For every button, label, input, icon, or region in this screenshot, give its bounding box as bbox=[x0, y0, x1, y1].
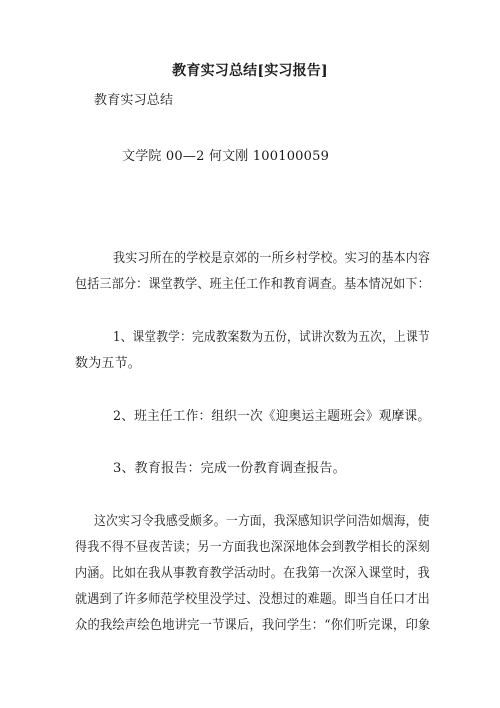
document-title: 教育实习总结[实习报告] bbox=[172, 63, 328, 79]
paragraph-line: 众的我绘声绘色地讲完一节课后，我问学生：“你们听完课，印象 bbox=[75, 618, 431, 633]
paragraph-line: 包括三部分：课堂教学、班主任工作和教育调查。基本情况如下： bbox=[75, 277, 430, 292]
paragraph-line: 我实习所在的学校是京郊的一所乡村学校。实习的基本内容 bbox=[113, 251, 431, 266]
paragraph-line: 3、教育报告：完成一份教育调查报告。 bbox=[113, 461, 346, 476]
paragraph-line: 数为五节。 bbox=[75, 356, 142, 371]
paragraph-line: 1、课堂教学：完成教案数为五份，试讲次数为五次，上课节 bbox=[113, 330, 430, 345]
paragraph-line: 内涵。比如在我从事教育教学活动时。在我第一次深入课堂时，我 bbox=[75, 566, 430, 581]
paragraph-line: 得我不得不昼夜苦读；另一方面我也深深地体会到教学相长的深刻 bbox=[75, 540, 430, 555]
author-line: 文学院 00—2 何文刚 100100059 bbox=[122, 149, 330, 164]
paragraph-line: 2、班主任工作：组织一次《迎奥运主题班会》观摩课。 bbox=[113, 409, 431, 424]
paragraph-line: 这次实习令我感受颇多。一方面，我深感知识学问浩如烟海，使 bbox=[94, 514, 430, 529]
document-subtitle: 教育实习总结 bbox=[94, 93, 174, 108]
paragraph-line: 就遇到了许多师范学校里没学过、没想过的难题。即当自任口才出 bbox=[75, 592, 430, 607]
